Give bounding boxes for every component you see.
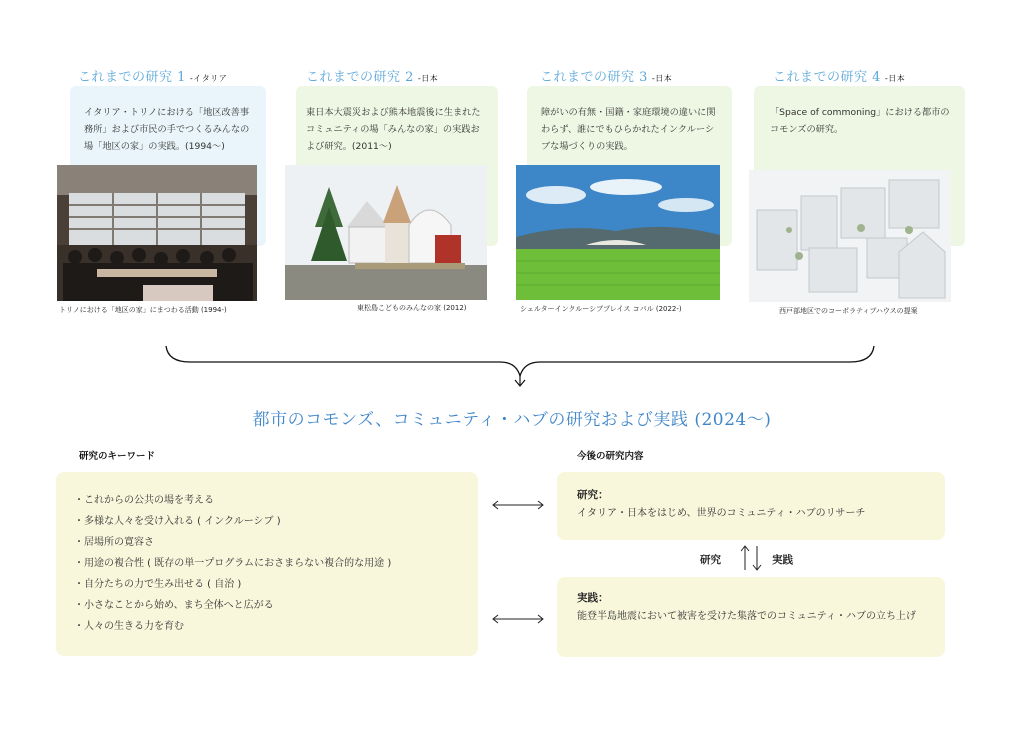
research-label: 研究： (577, 489, 609, 501)
column-3-region: 日本 (655, 74, 673, 83)
keywords-box (56, 472, 478, 656)
column-3-title-text: これまでの研究 3 (540, 70, 648, 85)
practice-text: 能登半島地震において被害を受けた集落でのコミュニティ・ハブの立ち上げ (577, 611, 916, 622)
torino-community-photo (57, 165, 257, 301)
keyword-item: ・自分たちの力で生み出せる ( 自治 ) (74, 579, 242, 590)
main-title: 都市のコモンズ、コミュニティ・ハブの研究および実践 (2024〜) (252, 410, 772, 430)
column-4-caption: 西戸部地区でのコーポラティブハウスの提案 (779, 307, 918, 315)
column-4-title-text: これまでの研究 4 (773, 70, 881, 85)
future-heading: 今後の研究内容 (577, 451, 644, 462)
up-down-arrows-icon (737, 543, 767, 573)
column-2-title: これまでの研究 2 -日本 (306, 70, 439, 85)
practice-label: 実践： (577, 592, 609, 604)
column-4-region: 日本 (888, 74, 906, 83)
copal-field-photo (516, 165, 720, 300)
column-1-title: これまでの研究 1 -イタリア (78, 70, 228, 85)
column-3-title: これまでの研究 3 -日本 (540, 70, 673, 85)
research-text: イタリア・日本をはじめ、世界のコミュニティ・ハブのリサーチ (577, 508, 866, 519)
keyword-item: ・人々の生きる力を育む (74, 621, 184, 632)
cooperative-house-model-photo (749, 170, 951, 302)
column-1-description: イタリア・トリノにおける「地区改善事務所」および市民の手でつくるみんなの場「地区の家」の実践。(1994〜) (84, 107, 250, 152)
link-label-research: 研究 (700, 554, 721, 566)
column-3-description: 障がいの有無・国籍・家庭環境の違いに関わらず、誰にでもひらかれたインクルーシブな場づくりの実践。 (541, 107, 716, 152)
keyword-item: ・小さなことから始め、まち全体へと広がる (74, 600, 274, 611)
research-box (557, 472, 945, 540)
column-1-title-text: これまでの研究 1 (78, 70, 186, 85)
keyword-item: ・多様な人々を受け入れる ( インクルーシブ ) (74, 516, 281, 527)
column-2-caption: 東松島こどものみんなの家 (2012) (357, 304, 467, 312)
column-4-description: 「Space of commoning」における都市のコモンズの研究。 (770, 107, 950, 135)
keywords-heading: 研究のキーワード (79, 451, 156, 462)
merge-brace-icon (150, 340, 890, 390)
double-arrow-icon (490, 498, 546, 512)
column-1-region: イタリア (193, 74, 228, 83)
double-arrow-icon (490, 612, 546, 626)
column-2-title-text: これまでの研究 2 (306, 70, 414, 85)
column-3-caption: シェルターインクルーシブプレイス コパル (2022-) (520, 305, 682, 313)
link-label-practice: 実践 (772, 554, 793, 566)
keyword-item: ・用途の複合性 ( 既存の単一プログラムにおさまらない複合的な用途 ) (74, 558, 392, 569)
column-2-region: 日本 (421, 74, 439, 83)
keywords-list (74, 490, 391, 637)
higashimatsushima-house-photo (285, 165, 487, 300)
practice-box (557, 577, 945, 657)
keyword-item: ・居場所の寛容さ (74, 537, 154, 548)
column-1-caption: トリノにおける「地区の家」にまつわる活動 (1994-) (59, 306, 227, 314)
column-2-description: 東日本大震災および熊本地震後に生まれたコミュニティの場「みんなの家」の実践および研究。(2011〜) (306, 107, 481, 152)
keyword-item: ・これからの公共の場を考える (74, 495, 214, 506)
column-4-title: これまでの研究 4 -日本 (773, 70, 906, 85)
